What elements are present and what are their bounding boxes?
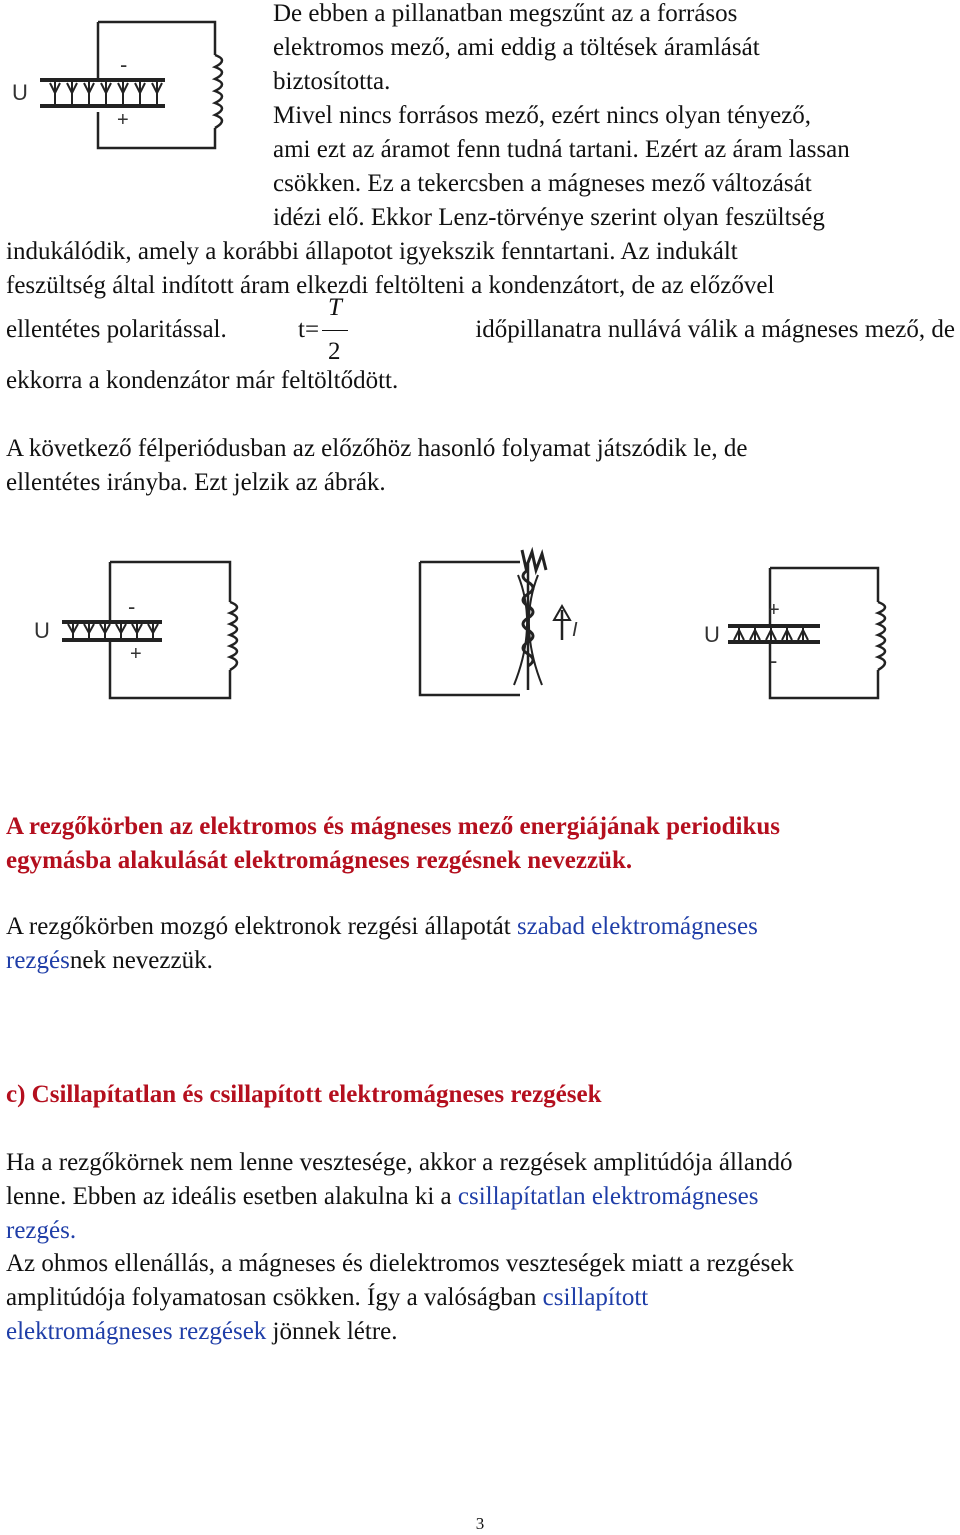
text-line: ami ezt az áramot fenn tudná tartani. Ezért az áram lassan (273, 136, 850, 163)
fraction-bar (322, 330, 348, 331)
text-span: jönnek létre. (266, 1318, 398, 1345)
minus-sign: - (128, 594, 136, 619)
text-span: amplitúdója folyamatosan csökken. Így a valóságban (6, 1284, 543, 1311)
text-line: egymásba alakulását elektromágneses rezgésnek nevezzük. (6, 847, 633, 874)
page-number: 3 (475, 1514, 485, 1533)
minus-sign: - (770, 648, 778, 673)
text-line: A rezgőkörben az elektromos és mágneses mező energiájának periodikus (6, 813, 780, 840)
text-line: De ebben a pillanatban megszűnt az a forrásos (273, 0, 738, 27)
fraction-denominator: 2 (328, 338, 341, 365)
text-line: ekkorra a kondenzátor már feltöltődött. (6, 367, 399, 394)
current-label: I (572, 619, 578, 641)
term-link: elektromágneses rezgések (6, 1318, 267, 1345)
text-line: feszültség által indított áram elkezdi feltölteni a kondenzátort, de az előzővel (6, 272, 775, 299)
plus-sign: + (117, 109, 129, 131)
text-line: Az ohmos ellenállás, a mágneses és dielektromos veszteségek miatt a rezgések (6, 1250, 794, 1277)
fraction-numerator: T (328, 294, 342, 321)
lc-circuit-figure-top (0, 0, 270, 160)
text-line: biztosította. (273, 68, 391, 95)
voltage-label: U (704, 622, 720, 647)
lc-circuit-figure-2 (400, 540, 600, 710)
paragraph-2 (6, 432, 955, 500)
text-line: Mivel nincs forrásos mező, ezért nincs olyan tényező, (273, 102, 812, 129)
text-line: ellentétes irányba. Ezt jelzik az ábrák. (6, 469, 386, 496)
voltage-label: U (12, 80, 28, 105)
text-span: A rezgőkörben mozgó elektronok rezgési állapotát (6, 913, 517, 940)
text-line: Ha a rezgőkörnek nem lenne vesztesége, akkor a rezgések amplitúdója állandó (6, 1149, 793, 1176)
formula-t: t= (298, 316, 320, 343)
term-link: csillapítatlan elektromágneses (457, 1183, 759, 1210)
section-heading (6, 1078, 955, 1112)
text-line: idézi elő. Ekkor Lenz-törvénye szerint olyan feszültség (273, 204, 825, 231)
text-line: időpillanatra nullává válik a mágneses mező, de (475, 316, 955, 343)
text-span: nek nevezzük. (69, 947, 213, 974)
text-line: A következő félperiódusban az előzőhöz hasonló folyamat játszódik le, de (6, 435, 748, 462)
term-link: csillapított (542, 1284, 649, 1311)
voltage-label: U (34, 618, 50, 643)
plus-sign: + (130, 643, 142, 665)
lc-circuit-figure-1 (0, 540, 280, 720)
text-line: csökken. Ez a tekercsben a mágneses mező változását (273, 170, 812, 197)
paragraph-5 (6, 1247, 955, 1349)
text-line: indukálódik, amely a korábbi állapotot igyekszik fenntartani. Az indukált (6, 238, 738, 265)
heading-text: c) Csillapítatlan és csillapított elektromágneses rezgések (6, 1081, 602, 1108)
paragraph-3 (6, 910, 955, 978)
text-line: elektromos mező, ami eddig a töltések áramlását (273, 34, 760, 61)
term-link: szabad elektromágneses (516, 913, 758, 940)
paragraph-4 (6, 1146, 955, 1248)
text-line: ellentétes polaritással. (6, 316, 227, 343)
text-span: lenne. Ebben az ideális esetben alakulna ki a (6, 1183, 458, 1210)
lc-circuit-figure-3 (690, 550, 930, 720)
term-link: rezgés (6, 947, 70, 974)
plus-sign: + (768, 599, 780, 621)
definition-paragraph (6, 810, 955, 878)
minus-sign: - (120, 52, 128, 77)
term-link: rezgés. (6, 1217, 77, 1244)
